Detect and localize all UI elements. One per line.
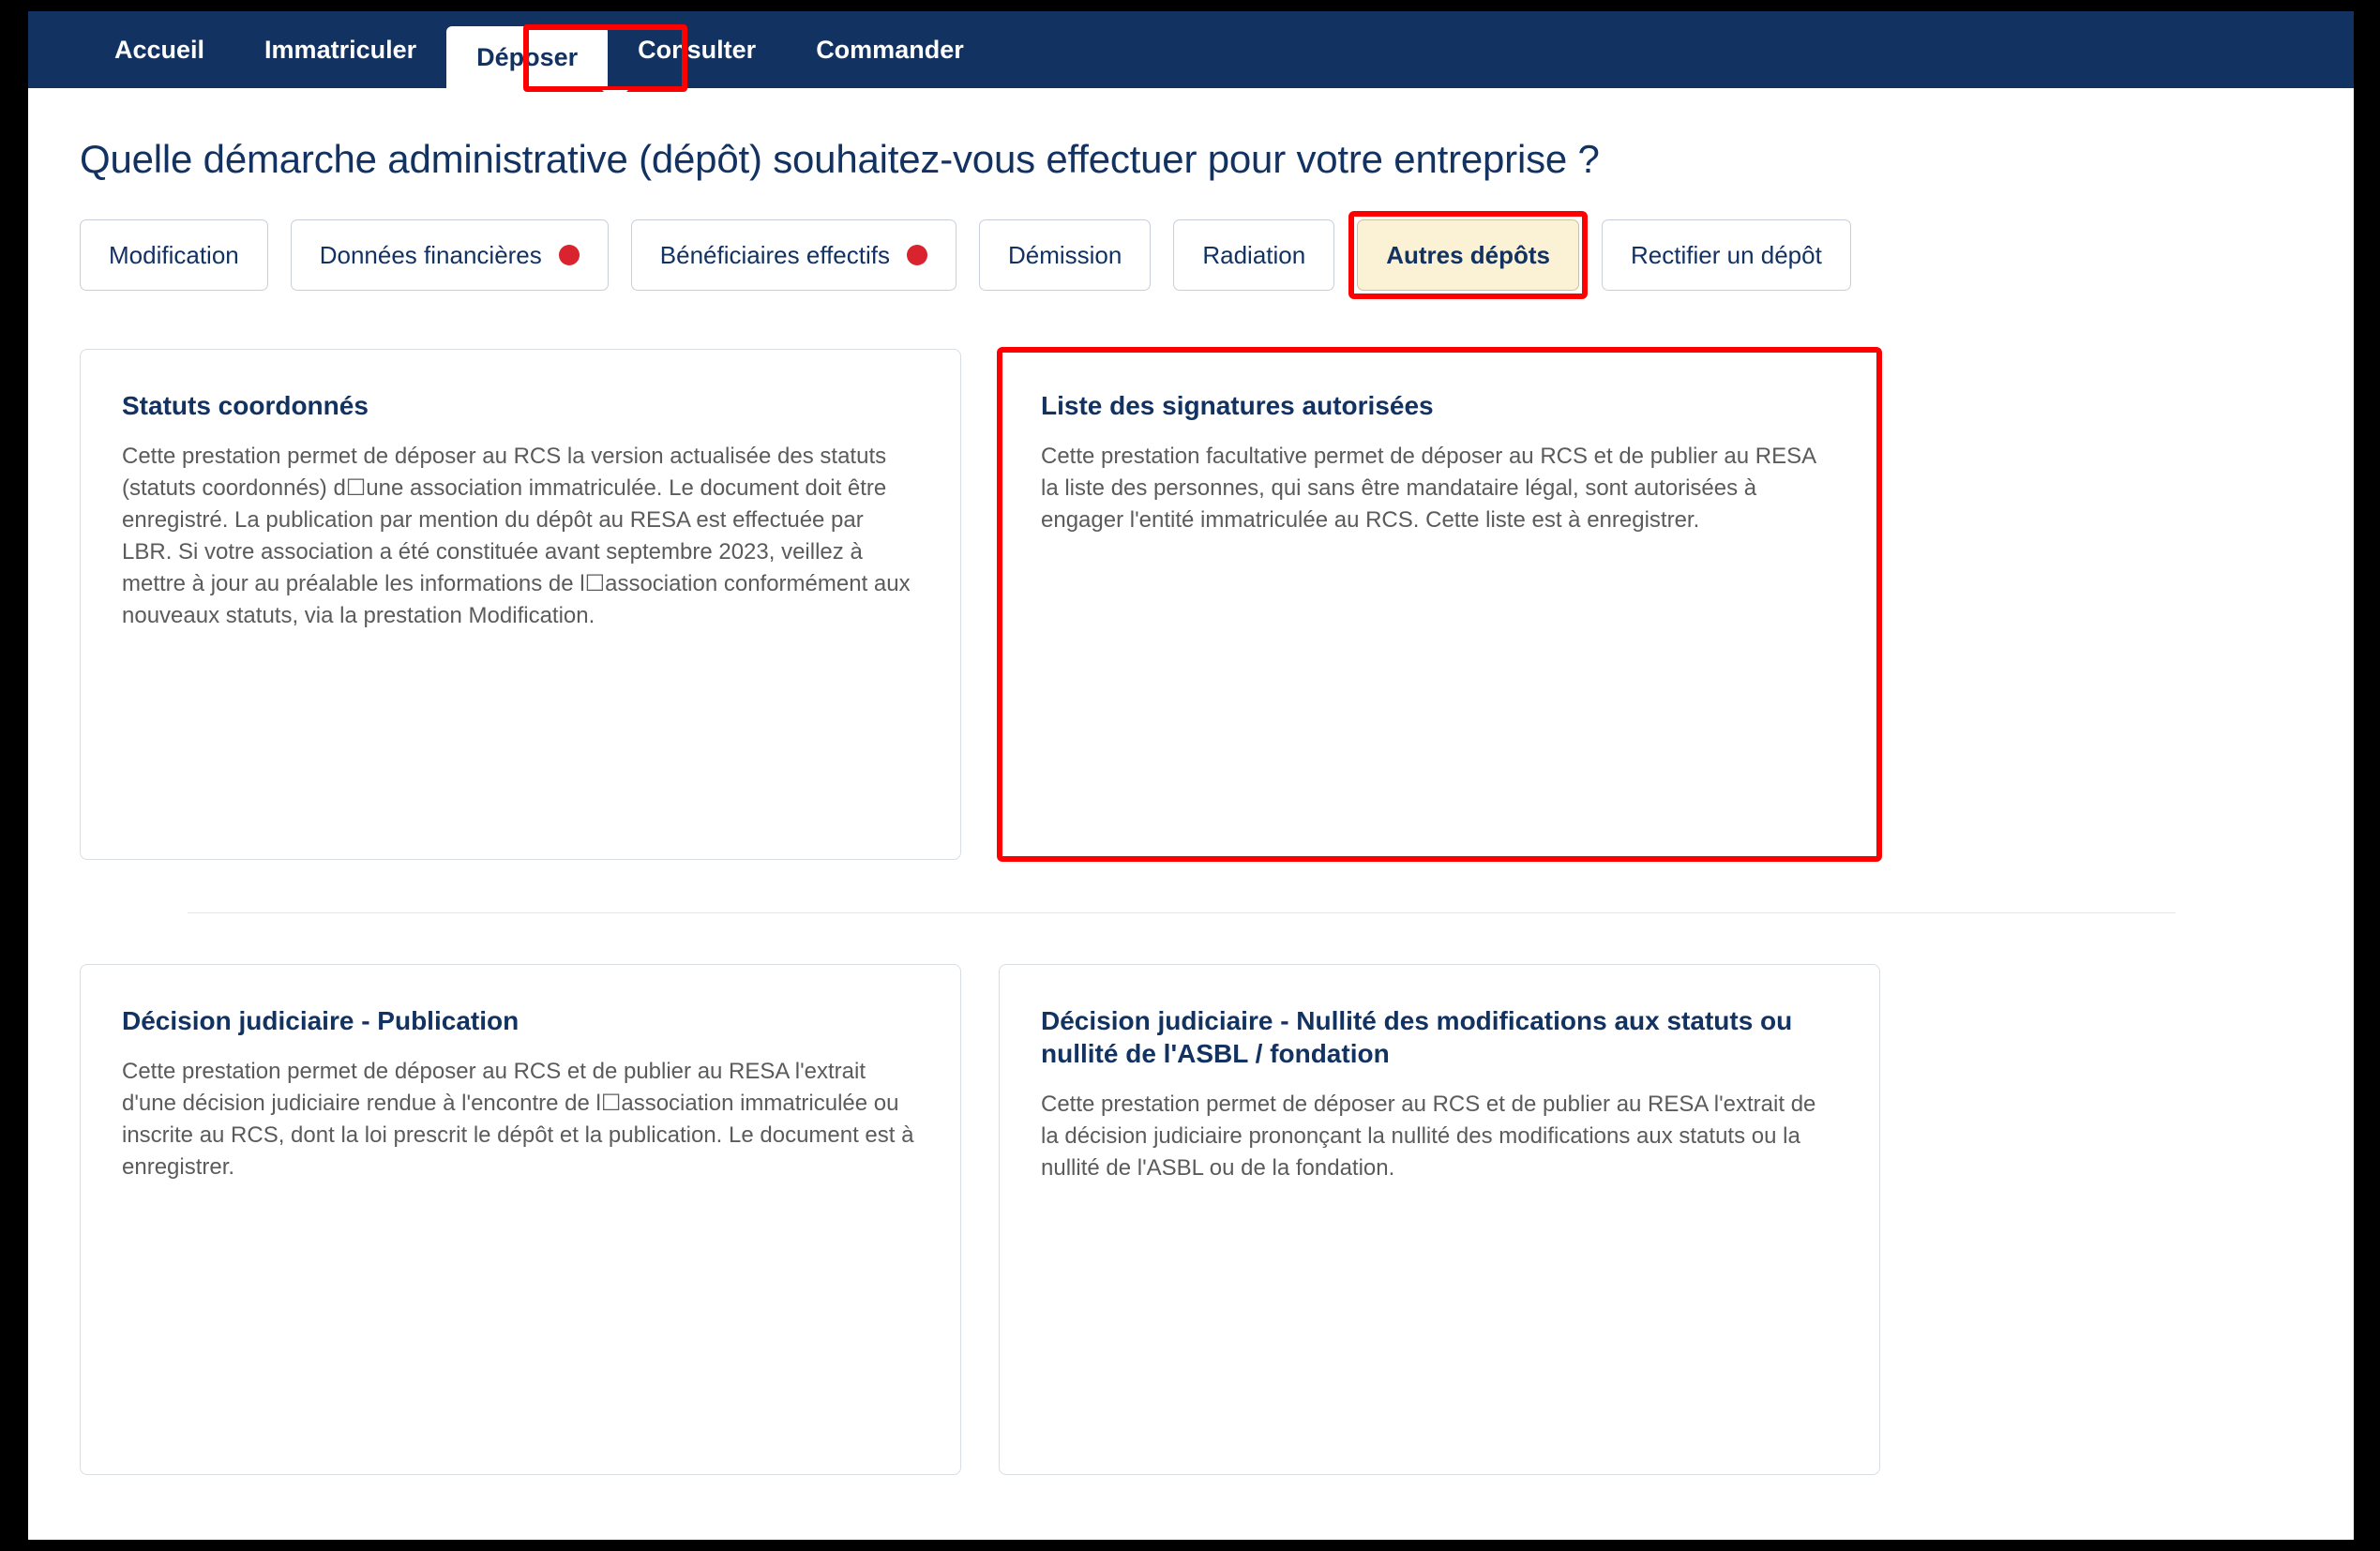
nav-item-consulter[interactable]: Consulter	[638, 36, 757, 64]
app-screen	[28, 11, 2354, 1540]
nav-item-accueil[interactable]: Accueil	[114, 36, 205, 64]
deposit-category-filters	[80, 219, 2354, 291]
status-dot-icon	[907, 245, 927, 265]
filter-beneficiaires-effectifs[interactable]	[631, 219, 957, 291]
card-title: Décision judiciaire - Nullité des modifications aux statuts ou nullité de l'ASBL / fondation	[1041, 1006, 1793, 1068]
filter-label: Bénéficiaires effectifs	[659, 240, 890, 269]
section-divider	[188, 912, 2176, 913]
filter-label: Radiation	[1202, 240, 1306, 269]
card-title: Liste des signatures autorisées	[1041, 391, 1434, 420]
filter-rectifier-un-depot[interactable]	[1602, 219, 1851, 291]
filter-label: Modification	[109, 240, 239, 269]
card-decision-judiciaire-publication[interactable]	[80, 964, 961, 1475]
card-description: Cette prestation permet de déposer au RCS et de publier au RESA l'extrait de la décision judiciaire prononçant la nullité des modifications aux statuts ou la nullité de l'ASBL ou de la fondation.	[1041, 1092, 1816, 1182]
nav-active-caret-icon	[602, 90, 628, 103]
cards-row-1	[80, 349, 2283, 860]
filter-autres-depots[interactable]	[1357, 219, 1579, 291]
card-title: Statuts coordonnés	[122, 391, 369, 420]
nav-item-immatriculer[interactable]: Immatriculer	[264, 36, 417, 64]
cards-row-2	[80, 964, 2283, 1475]
filter-demission[interactable]	[979, 219, 1151, 291]
status-dot-icon	[559, 245, 580, 265]
deposit-cards-area	[80, 349, 2283, 1475]
card-description: Cette prestation facultative permet de déposer au RCS et de publier au RESA la liste des personnes, qui sans être mandataire légal, sont autorisées à engager l'entité immatriculée au RCS. Cette liste est à enregistrer.	[1041, 444, 1815, 534]
main-navigation	[28, 11, 2354, 88]
filter-modification[interactable]	[80, 219, 268, 291]
card-description: Cette prestation permet de déposer au RCS la version actualisée des statuts (statuts coordonnés) d☐une association immatriculée. Le document doit être enregistré. La publication par mention du dépôt au RESA est effectuée par LBR. Si votre association a été constituée avant septembre 2023, veillez à mettre à jour au préalable les informations de l☐association conformément aux nouveaux statuts, via la prestation Modification.	[122, 444, 911, 629]
page-title: Quelle démarche administrative (dépôt) souhaitez-vous effectuer pour votre entreprise ?	[80, 137, 1600, 181]
card-liste-des-signatures-autorisees[interactable]	[999, 349, 1880, 860]
card-description: Cette prestation permet de déposer au RCS et de publier au RESA l'extrait d'une décision judiciaire rendue à l'encontre de l☐association immatriculée ou inscrite au RCS, dont la loi prescrit le dépôt et la publication. Le document est à enregistrer.	[122, 1059, 914, 1181]
nav-item-deposer[interactable]: Déposer	[446, 26, 608, 88]
nav-item-commander[interactable]: Commander	[816, 36, 964, 64]
filter-label: Rectifier un dépôt	[1631, 240, 1822, 269]
filter-label: Autres dépôts	[1386, 240, 1551, 269]
filter-label: Démission	[1007, 240, 1122, 269]
filter-radiation[interactable]	[1173, 219, 1334, 291]
filter-label: Données financières	[319, 240, 542, 269]
card-title: Décision judiciaire - Publication	[122, 1006, 520, 1035]
filter-donnees-financieres[interactable]	[291, 219, 609, 291]
card-decision-judiciaire-nullite[interactable]	[999, 964, 1880, 1475]
card-statuts-coordonnes[interactable]	[80, 349, 961, 860]
